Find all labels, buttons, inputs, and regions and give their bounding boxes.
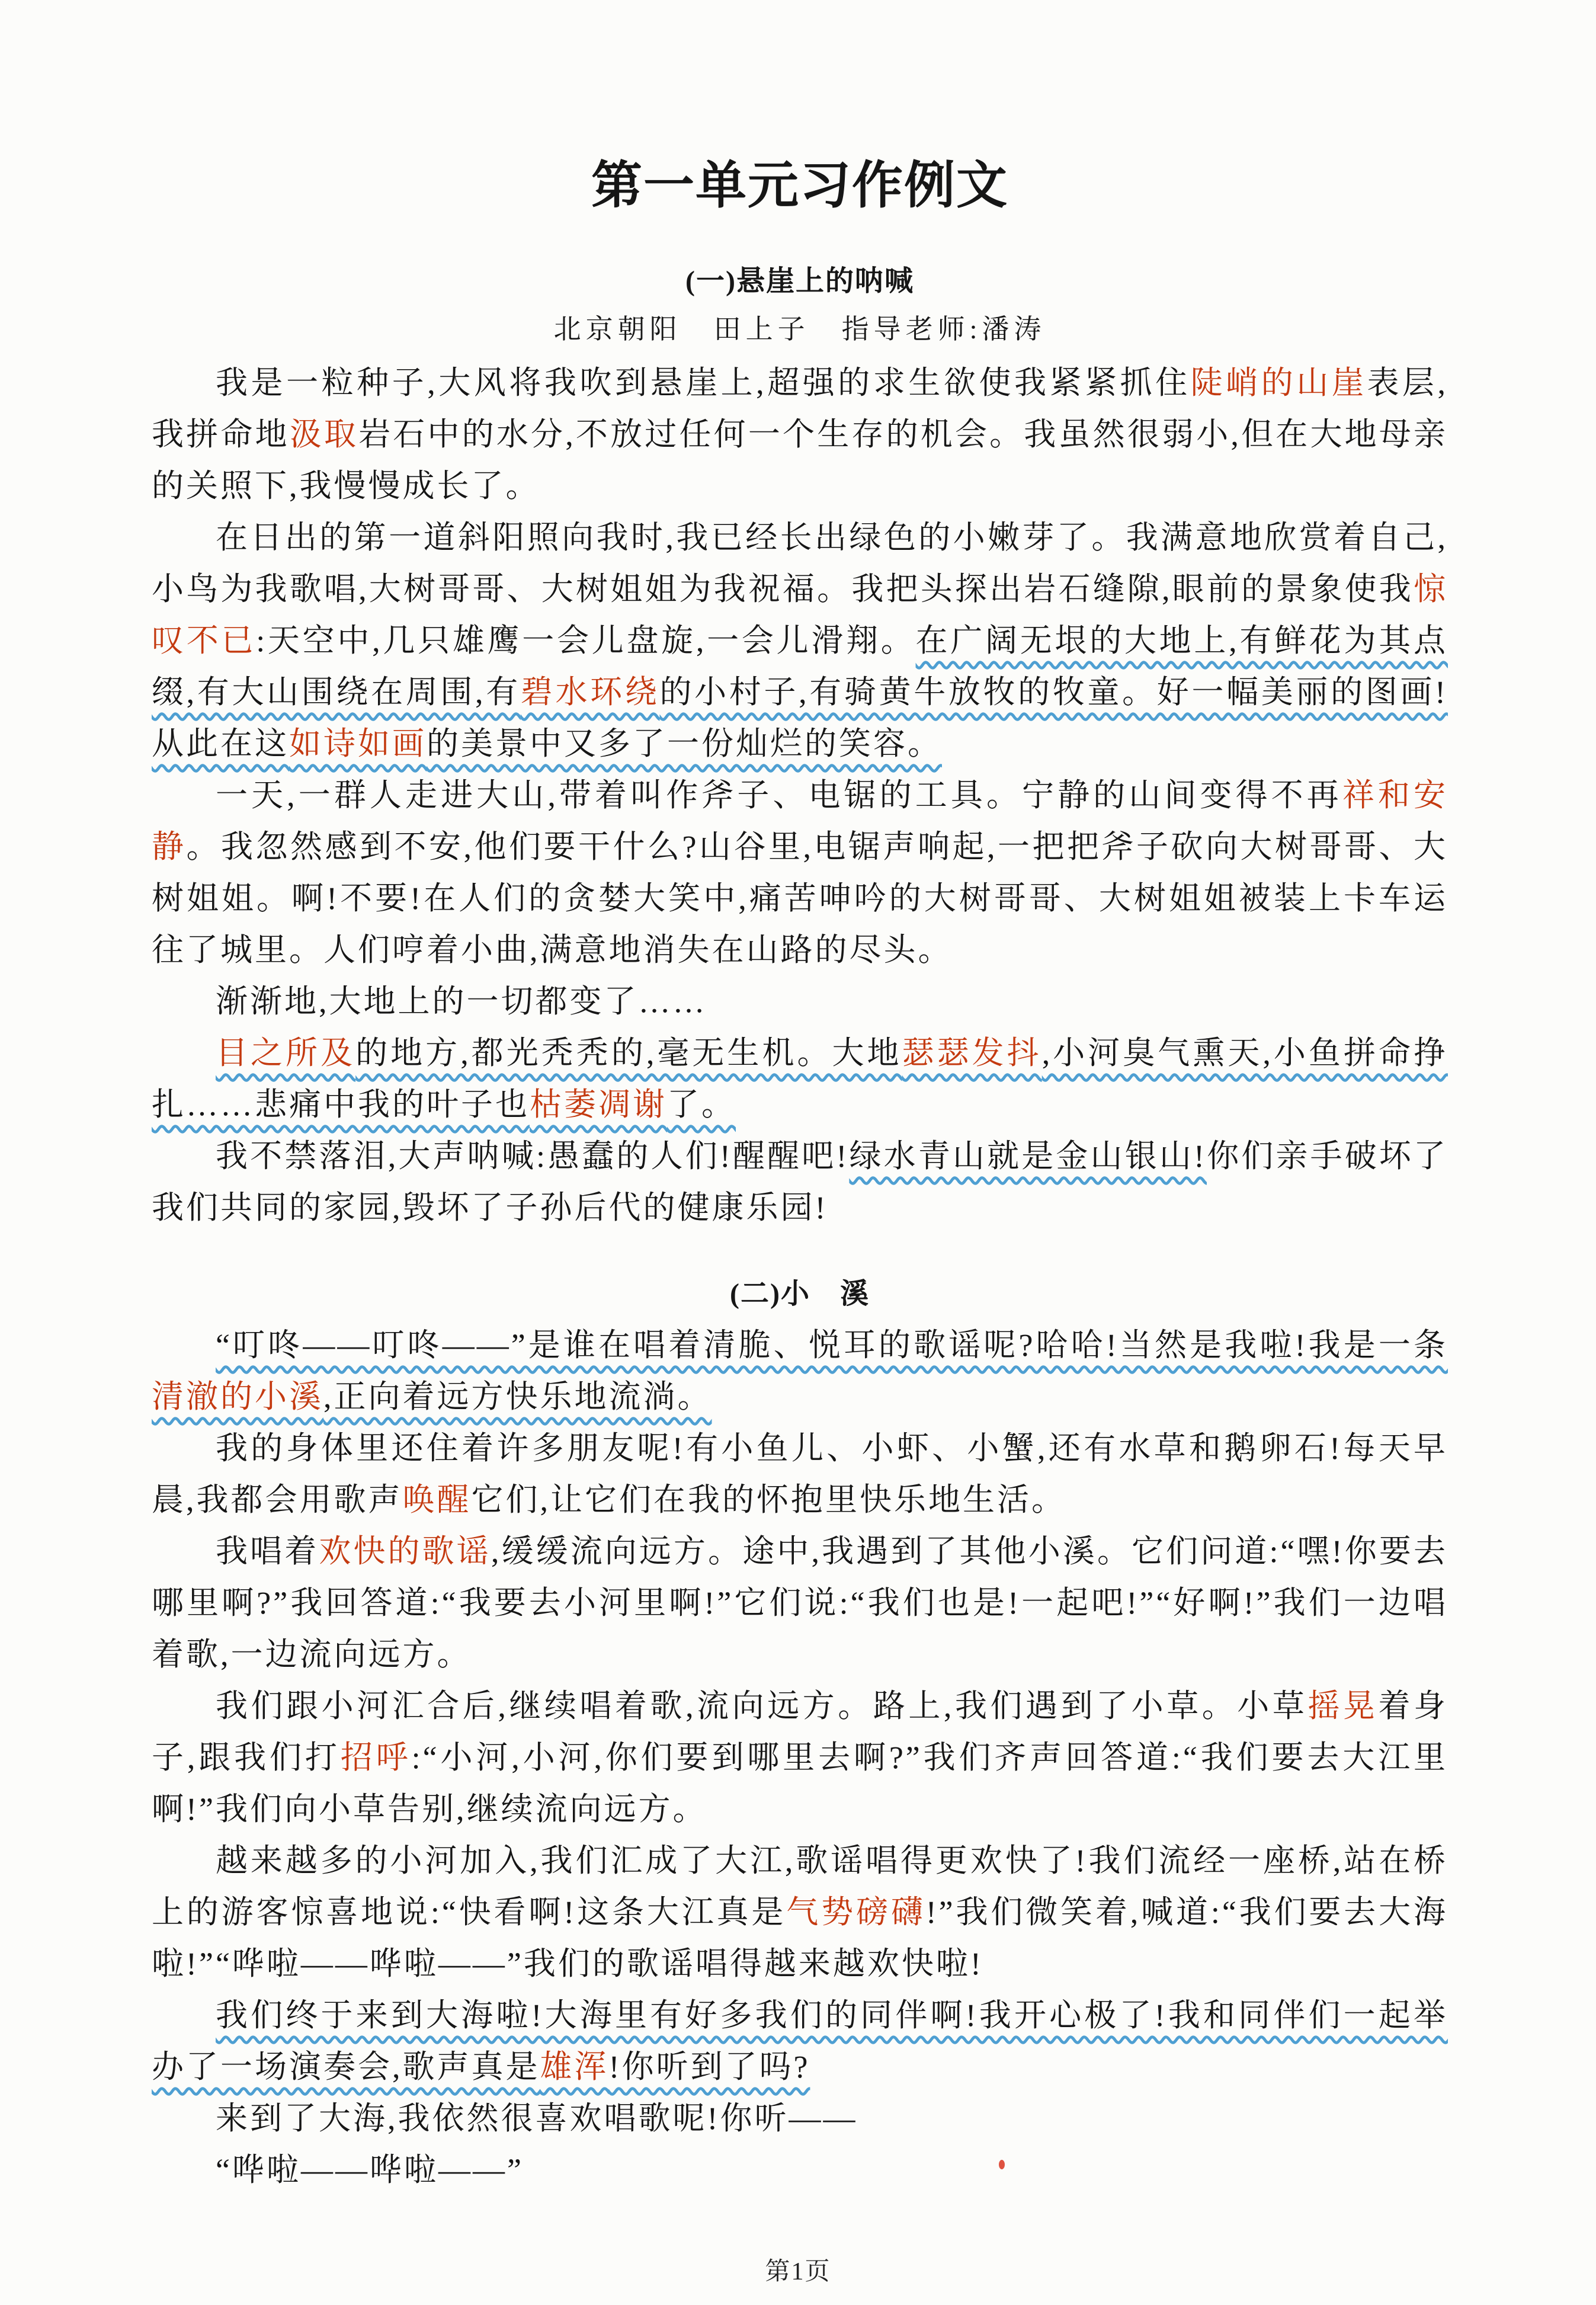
sentence-segment bbox=[152, 1843, 1448, 1981]
text-run: ,缓缓流向远方。途中,我遇到了其他小溪。它们问道:“嘿!你要去哪里啊?”我回答道:“我要去小河里啊!”它们说:“我们也是!一起吧!”“好啊!”我们一边唱着歌,一边流向远方。 bbox=[152, 1534, 1448, 1673]
text-run: 着身子,跟我们打 bbox=[152, 1688, 1448, 1776]
paragraph bbox=[152, 976, 1448, 1027]
paragraph bbox=[152, 1423, 1448, 1526]
sentence-segment bbox=[216, 2101, 857, 2136]
text-run: 渐渐地,大地上的一切都变了…… bbox=[216, 983, 707, 1019]
text-run: 的小村子,有骑黄牛放牧的牧童。好一幅美丽的图画!从此在这 bbox=[152, 674, 1448, 761]
wavy-underlined-sentence bbox=[849, 1138, 1207, 1174]
highlighted-word: 雄浑 bbox=[540, 2049, 609, 2085]
text-run: 我唱着 bbox=[216, 1534, 319, 1570]
sentence-segment bbox=[152, 1688, 1448, 1827]
text-run: 你们亲手破坏了我们共同的家园,毁坏了子孙后代的健康乐园! bbox=[152, 1138, 1448, 1225]
sentence-segment bbox=[152, 1534, 1448, 1672]
text-run: “哗啦——哗啦——” bbox=[216, 2152, 524, 2188]
essay-1-heading: (一)悬崖上的呐喊 bbox=[685, 265, 914, 297]
paragraph bbox=[152, 1680, 1448, 1835]
text-run: :“小河,小河,你们要到哪里去啊?”我们齐声回答道:“我们要去大江里啊!”我们向小草告别,继续流向远方。 bbox=[152, 1740, 1448, 1827]
sentence-segment bbox=[152, 777, 1448, 968]
paragraph bbox=[152, 512, 1448, 770]
paragraph bbox=[152, 2144, 1448, 2196]
highlighted-word: 惊叹不已 bbox=[152, 571, 1448, 658]
essay-2-body bbox=[152, 1320, 1448, 2196]
text-run: 岩石中的水分,不放过任何一个生存的机会。我虽然很弱小,但在大地母亲的关照下,我慢慢成长了。 bbox=[152, 416, 1448, 504]
highlighted-word: 如诗如画 bbox=[289, 725, 427, 761]
text-run: !”我们微笑着,喊道:“我们要去大海啦!”“哗啦——哗啦——”我们的歌谣唱得越来越欢快啦! bbox=[152, 1894, 1448, 1982]
text-run: 我的身体里还住着许多朋友呢!有小鱼儿、小虾、小蟹,还有水草和鹅卵石!每天早晨,我都会用歌声 bbox=[152, 1430, 1448, 1518]
text-run: 表层,我拼命地 bbox=[152, 364, 1448, 452]
paragraph bbox=[152, 1526, 1448, 1680]
paragraph bbox=[152, 770, 1448, 976]
paragraph bbox=[152, 1320, 1448, 1423]
page-title: 第一单元习作例文 bbox=[591, 157, 1008, 214]
text-run: 我是一粒种子,大风将我吹到悬崖上,超强的求生欲使我紧紧抓住 bbox=[216, 364, 1191, 401]
highlighted-word: 碧水环绕 bbox=[520, 674, 660, 710]
text-run: 在广阔无垠的大地上,有鲜花为其点缀,有大山围绕在周围,有 bbox=[152, 622, 1448, 710]
sentence-segment bbox=[216, 2152, 524, 2188]
sentence-segment bbox=[152, 1430, 1448, 1518]
wavy-underlined-sentence bbox=[152, 1327, 1448, 1414]
text-run: 我们终于来到大海啦!大海里有好多我们的同伴啊!我开心极了!我和同伴们一起举办了一场演奏会,歌声真是 bbox=[152, 1997, 1448, 2085]
text-run: ,正向着远方快乐地流淌。 bbox=[323, 1379, 712, 1415]
text-run: 的美景中又多了一份灿烂的笑容。 bbox=[427, 725, 942, 761]
text-run: 来到了大海,我依然很喜欢唱歌呢!你听—— bbox=[216, 2101, 858, 2137]
text-run: !你听到了吗? bbox=[608, 2049, 810, 2085]
essay-1-byline: 北京朝阳 田上子 指导老师:潘涛 bbox=[553, 314, 1046, 345]
text-run: “叮咚——叮咚——”是谁在唱着清脆、悦耳的歌谣呢?哈哈!当然是我啦!我是一条 bbox=[216, 1327, 1448, 1363]
highlighted-word: 气势磅礴 bbox=[786, 1894, 926, 1931]
paragraph bbox=[152, 1990, 1448, 2093]
text-run: 的地方,都光秃秃的,毫无生机。大地 bbox=[355, 1035, 902, 1071]
wavy-underlined-sentence bbox=[152, 1997, 1448, 2085]
essay-1-body bbox=[152, 357, 1448, 1234]
highlighted-word: 瑟瑟发抖 bbox=[902, 1035, 1042, 1071]
sentence-segment bbox=[216, 1138, 849, 1174]
wavy-underlined-sentence bbox=[152, 1035, 1448, 1122]
scan-artifact-dot bbox=[999, 2160, 1005, 2169]
page-number: 第1页 bbox=[765, 2258, 831, 2285]
text-run: :天空中,几只雄鹰一会儿盘旋,一会儿滑翔。 bbox=[256, 622, 916, 658]
text-run: 我们跟小河汇合后,继续唱着歌,流向远方。路上,我们遇到了小草。小草 bbox=[216, 1688, 1308, 1724]
text-run: 绿水青山就是金山银山! bbox=[849, 1138, 1207, 1174]
highlighted-word: 清澈的小溪 bbox=[152, 1379, 323, 1415]
paragraph bbox=[152, 357, 1448, 512]
text-run: ,小河臭气熏天,小鱼拼命挣扎……悲痛中我的叶子也 bbox=[152, 1035, 1448, 1122]
sentence-segment bbox=[216, 984, 707, 1019]
highlighted-word: 唤醒 bbox=[402, 1482, 472, 1518]
text-run: 它们,让它们在我的怀抱里快乐地生活。 bbox=[471, 1482, 1066, 1518]
highlighted-word: 目之所及 bbox=[216, 1035, 356, 1071]
text-run: 我不禁落泪,大声呐喊:愚蠢的人们!醒醒吧! bbox=[216, 1138, 850, 1174]
sentence-segment bbox=[152, 365, 1448, 504]
text-run: 一天,一群人走进大山,带着叫作斧子、电锯的工具。宁静的山间变得不再 bbox=[216, 777, 1342, 813]
text-run: 。我忽然感到不安,他们要干什么?山谷里,电锯声响起,一把把斧子砍向大树哥哥、大树姐姐。啊!不要!在人们的贪婪大笑中,痛苦呻吟的大树哥哥、大树姐姐被装上卡车运往了城里。人们哼着小曲,满意地消失在山路的尽头。 bbox=[152, 828, 1448, 968]
paragraph bbox=[152, 1131, 1448, 1234]
paragraph bbox=[152, 1835, 1448, 1990]
highlighted-word: 摇晃 bbox=[1307, 1688, 1379, 1724]
highlighted-word: 招呼 bbox=[340, 1740, 412, 1776]
text-run: 了。 bbox=[667, 1086, 736, 1122]
highlighted-word: 祥和安静 bbox=[152, 777, 1448, 865]
highlighted-word: 枯萎凋谢 bbox=[530, 1086, 667, 1122]
text-run: 越来越多的小河加入,我们汇成了大江,歌谣唱得更欢快了!我们流经一座桥,站在桥上的游客惊喜地说:“快看啊!这条大江真是 bbox=[152, 1843, 1448, 1931]
highlighted-word: 陡峭的山崖 bbox=[1190, 364, 1367, 401]
essay-2-heading: (二)小 溪 bbox=[730, 1278, 870, 1310]
highlighted-word: 欢快的歌谣 bbox=[319, 1534, 491, 1570]
paragraph bbox=[152, 2093, 1448, 2144]
paragraph bbox=[152, 1027, 1448, 1131]
highlighted-word: 汲取 bbox=[289, 416, 359, 452]
text-run: 在日出的第一道斜阳照向我时,我已经长出绿色的小嫩芽了。我满意地欣赏着自己,小鸟为我歌唱,大树哥哥、大树姐姐为我祝福。我把头探出岩石缝隙,眼前的景象使我 bbox=[152, 519, 1448, 607]
